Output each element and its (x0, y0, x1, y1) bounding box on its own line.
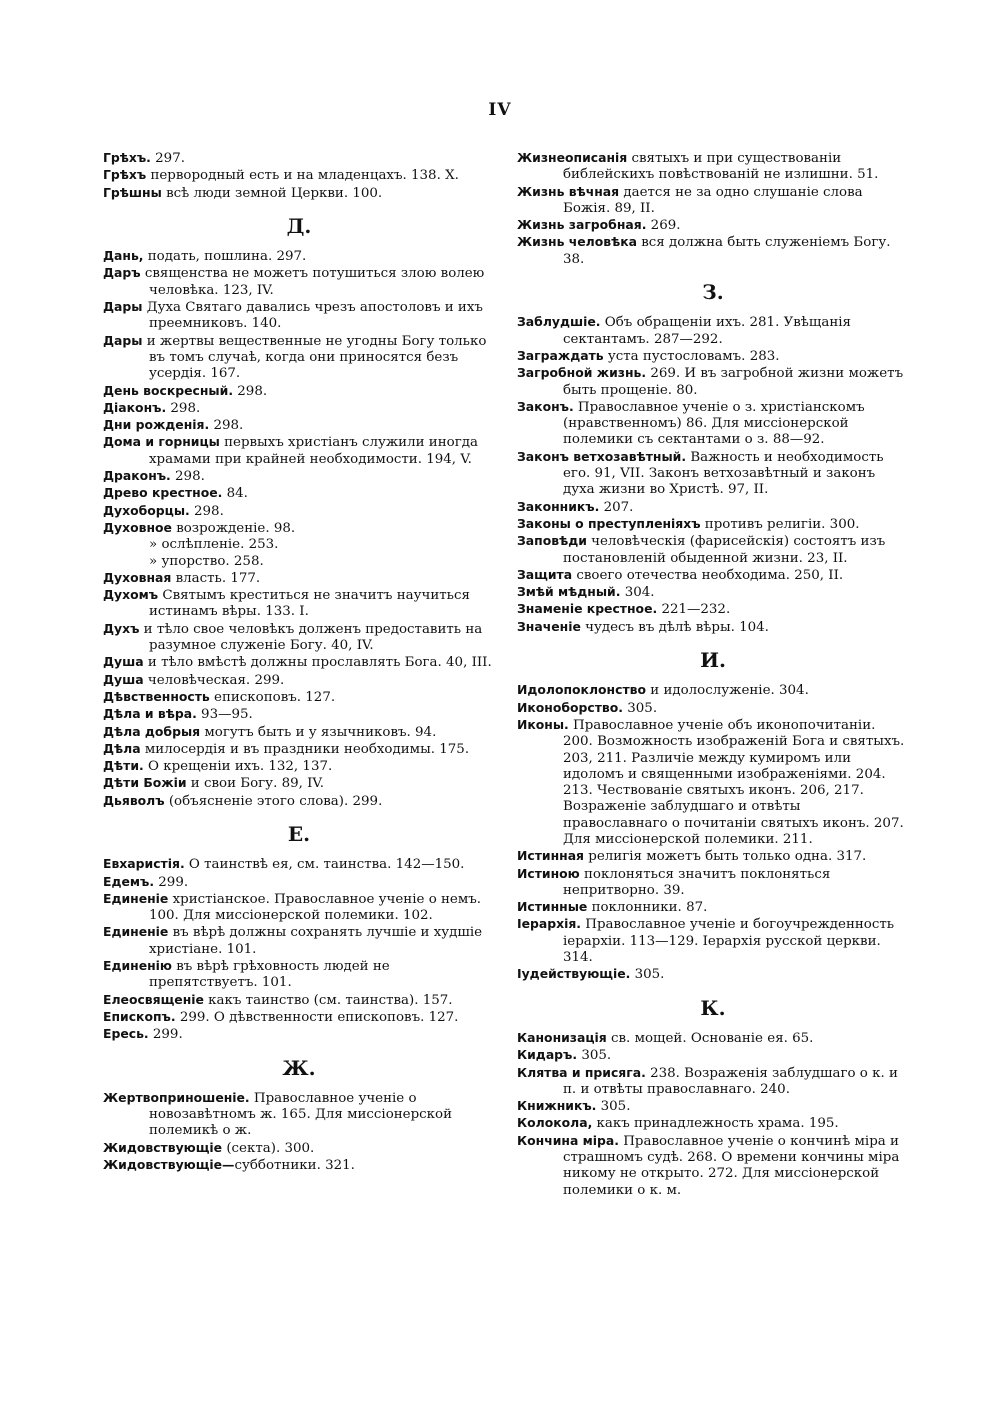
entry-headword: Дары (103, 299, 143, 315)
entry-text: 304. (620, 585, 655, 601)
index-entry (103, 992, 495, 1009)
entry-headword: Жизнь загробная. (517, 217, 647, 233)
entry-headword: Заблудшіе. (517, 314, 601, 330)
index-entry (103, 1157, 495, 1174)
index-entry (517, 365, 909, 399)
entry-headword: Иконы. (517, 716, 569, 732)
entry-text: 298. (189, 503, 224, 519)
index-entry (517, 567, 909, 584)
index-entry (103, 468, 495, 485)
index-entry (103, 485, 495, 502)
entry-text: О таинствѣ ея, см. таинства. 142—150. (184, 857, 465, 873)
index-entry (103, 924, 495, 958)
entry-text: 269. (646, 218, 681, 234)
entry-text: св. мощей. Основаніе ея. 65. (606, 1030, 814, 1046)
index-entry (103, 400, 495, 417)
index-entry (517, 1098, 909, 1115)
index-entry (103, 958, 495, 992)
index-entry (517, 348, 909, 365)
entry-text: епископовъ. 127. (209, 689, 336, 705)
entry-text: 298. (166, 400, 201, 416)
entry-headword: Духовное (103, 519, 172, 535)
entry-headword: Грѣшны (103, 184, 162, 200)
entry-text: 305. (577, 1048, 612, 1064)
entry-headword: Истиною (517, 865, 580, 881)
entry-text: вся должна быть служеніемъ Богу. 38. (563, 235, 891, 267)
section-letter: З. (702, 280, 724, 305)
index-entry (517, 866, 909, 900)
entry-text: въ вѣрѣ грѣховность людей не препятствуетъ. 101. (149, 959, 390, 991)
entry-text: всѣ люди земной Церкви. 100. (161, 185, 383, 201)
entry-text: 221—232. (657, 602, 731, 618)
index-entry (517, 700, 909, 717)
entry-headword: Душа (103, 671, 144, 687)
index-entry (103, 1009, 495, 1026)
entry-text: Православное ученіе объ иконопочитаніи. 200. Возможность изображеній Бога и святыхъ. 203, 211. Различіе между кумиромъ или идоломъ и священными изображеніями. 204. 213. Чествованіе святыхъ иконъ. 206, 217. Возраженіе заблудшаго и отвѣты православнаго о почитаніи святыхъ иконъ. 207. Для миссіонерской полемики. 211. (563, 717, 905, 847)
entry-headword: Дѣти. (103, 758, 144, 774)
entry-headword: Жидовствующіе— (103, 1157, 235, 1173)
index-entry (517, 314, 909, 348)
entry-text: человѣческія (фарисейскія) состоятъ изъ постановленій обыденной жизни. 23, II. (563, 534, 886, 566)
entry-headword: Дѣти Божіи (103, 775, 187, 791)
index-entry (103, 383, 495, 400)
entry-headword: Ересь. (103, 1026, 149, 1042)
entry-headword: Дѣла (103, 740, 141, 756)
index-entry (517, 1133, 909, 1199)
index-entry (517, 619, 909, 636)
index-entry (103, 793, 495, 810)
entry-headword: Значеніе (517, 618, 581, 634)
entry-text: Православное ученіе о кончинѣ міра и страшномъ судѣ. 268. О времени кончины міра никому не открыто. 272. Для миссіонерской полемики о к. м. (563, 1133, 900, 1198)
entry-text: первыхъ христіанъ служили иногда храмами при крайней необходимости. 194, V. (149, 435, 478, 467)
entry-headword: Книжникъ. (517, 1098, 597, 1114)
index-entry (103, 185, 495, 202)
entry-text: и свои Богу. 89, IV. (186, 776, 325, 792)
entry-headword: Клятва и присяга. (517, 1064, 646, 1080)
entry-headword: Едемъ. (103, 873, 155, 889)
entry-headword: Знаменіе крестное. (517, 601, 658, 617)
entry-headword: Діаконъ. (103, 399, 167, 415)
entry-text: дается не за одно слушаніе слова Божія. 89, II. (563, 184, 863, 216)
index-entry (103, 503, 495, 520)
entry-text: 297. (150, 151, 185, 166)
entry-text: и тѣло вмѣстѣ должны прославлять Бога. 40, III. (143, 655, 492, 671)
entry-text: чудесъ въ дѣлѣ вѣры. 104. (580, 619, 769, 635)
entry-text: своего отечества необходима. 250, II. (572, 567, 844, 583)
section-letter: К. (700, 995, 726, 1020)
index-entry (103, 570, 495, 587)
index-entry (103, 520, 495, 537)
entry-text: Православное ученіе о новозавѣтномъ ж. 165. Для миссіонерской полемикѣ о ж. (149, 1090, 453, 1139)
entry-headword: Духовная (103, 569, 172, 585)
right-column (517, 150, 909, 1199)
index-entry (517, 682, 909, 699)
entry-headword: Іудействующіе. (517, 966, 631, 982)
index-entry (103, 587, 495, 621)
entry-text: поклоняться значитъ поклоняться непритворно. 39. (563, 866, 831, 898)
index-entry (517, 848, 909, 865)
entry-headword: Духомъ (103, 587, 159, 603)
index-entry (517, 533, 909, 567)
entry-text: 298. (233, 383, 268, 399)
entry-text: 93—95. (196, 707, 253, 723)
entry-text: 84. (222, 486, 248, 502)
section-letter: Ж. (282, 1055, 316, 1080)
entry-text: » ослѣпленіе. 253. (149, 537, 279, 553)
index-entry (517, 449, 909, 499)
entry-text: 298. (170, 469, 205, 485)
entry-text: 269. И въ загробной жизни можетъ быть прощеніе. 80. (563, 366, 904, 398)
index-entry (103, 724, 495, 741)
index-entry (517, 399, 909, 449)
index-entry (517, 184, 909, 218)
index-entry (103, 775, 495, 792)
index-entry (517, 1115, 909, 1132)
entry-text: христіанское. Православное ученіе о немъ. 100. Для миссіонерской полемики. 102. (149, 891, 482, 924)
entry-headword: Единенію (103, 958, 172, 974)
entry-headword: Иконоборство. (517, 699, 623, 715)
entry-text: и тѣло свое человѣкъ долженъ предоставить на разумное служеніе Богу. 40, IV. (139, 621, 483, 654)
index-entry (103, 417, 495, 434)
entry-text: 298. (209, 418, 244, 434)
entry-text: милосердія и въ праздники необходимы. 175. (140, 741, 470, 757)
index-entry (103, 672, 495, 689)
entry-headword: Жизнь человѣка (517, 234, 637, 250)
entry-headword: Дѣла добрыя (103, 723, 201, 739)
entry-headword: Дань, (103, 248, 144, 264)
entry-text: 299. О дѣвственности епископовъ. 127. (175, 1009, 459, 1025)
entry-headword: Грѣхъ (103, 167, 147, 183)
entry-headword: Жертвоприношеніе. (103, 1089, 250, 1105)
entry-headword: Дома и горницы (103, 434, 220, 450)
entry-text: возрожденіе. 98. (171, 520, 296, 536)
index-entry (103, 891, 495, 925)
index-entry (517, 516, 909, 533)
entry-headword: Духоборцы. (103, 502, 190, 518)
index-entry (103, 1140, 495, 1157)
index-entry (103, 706, 495, 723)
entry-headword: Законы о преступленіяхъ (517, 515, 701, 531)
entry-text: Святымъ креститься не значитъ научиться истинамъ вѣры. 133. I. (149, 588, 470, 620)
entry-text: 299. (148, 1027, 183, 1043)
index-entry (103, 333, 495, 383)
left-column (103, 150, 495, 1174)
index-entry (517, 217, 909, 234)
entry-text: и жертвы вещественные не угодны Богу только въ томъ случаѣ, когда они приносятся безъ усердія. 167. (142, 333, 487, 382)
entry-headword: Законникъ. (517, 498, 600, 514)
index-entry (103, 654, 495, 671)
entry-headword: Дѣвственность (103, 688, 210, 704)
index-entry (103, 1090, 495, 1140)
entry-text: субботники. 321. (234, 1158, 355, 1174)
entry-headword: Драконъ. (103, 468, 171, 484)
index-entry (517, 1047, 909, 1064)
index-entry (103, 434, 495, 468)
entry-headword: Жизнеописанія (517, 150, 628, 165)
entry-text: и идолослуженіе. 304. (646, 683, 809, 699)
index-entry (103, 537, 495, 553)
entry-text: Православное ученіе и богоучрежденность іерархіи. 113—129. Іерархія русской церкви. 314. (563, 917, 895, 966)
entry-text: Православное ученіе о з. христіанскомъ (нравственномъ) 86. Для миссіонерской полемики съ сектантами о з. 88—92. (563, 399, 865, 448)
entry-headword: Духъ (103, 620, 140, 636)
entry-headword: Жидовствующіе (103, 1139, 223, 1155)
entry-headword: Единеніе (103, 924, 169, 940)
index-entry (517, 499, 909, 516)
entry-text: противъ религіи. 300. (700, 516, 860, 532)
entry-text: 305. (596, 1099, 631, 1115)
entry-text: какъ таинство (см. таинства). 157. (203, 992, 453, 1008)
section-letter: Е. (287, 821, 311, 846)
entry-headword: Дары (103, 332, 143, 348)
index-entry (517, 966, 909, 983)
entry-text: власть. 177. (171, 570, 261, 586)
entry-headword: Законъ ветхозавѣтный. (517, 448, 687, 464)
entry-text: 238. Возраженія заблудшаго о к. и п. и отвѣты православнаго. 240. (563, 1065, 898, 1097)
entry-headword: Дѣла и вѣра. (103, 706, 197, 722)
entry-text: святыхъ и при существованіи библейскихъ повѣствованій не излишни. 51. (563, 151, 879, 183)
index-entry (103, 758, 495, 775)
entry-text: какъ принадлежность храма. 195. (592, 1116, 839, 1132)
entry-headword: Защита (517, 566, 573, 582)
index-entry (103, 741, 495, 758)
section-letter: И. (700, 648, 726, 673)
entry-headword: Кидаръ. (517, 1047, 578, 1063)
entry-headword: Колокола, (517, 1115, 593, 1131)
index-entry (517, 150, 909, 184)
index-entry (517, 916, 909, 966)
entry-text: подать, пошлина. 297. (143, 249, 307, 265)
entry-headword: Истинная (517, 848, 585, 864)
entry-text: въ вѣрѣ должны сохранять лучшіе и худшіе христіане. 101. (149, 925, 483, 957)
entry-text: » упорство. 258. (149, 553, 264, 569)
index-entry (103, 856, 495, 873)
entry-text: Объ обращеніи ихъ. 281. Увѣщанія сектантамъ. 287—292. (563, 315, 851, 347)
entry-text: религія можетъ быть только одна. 317. (584, 849, 867, 865)
entry-headword: Даръ (103, 265, 141, 281)
entry-headword: Епископъ. (103, 1008, 176, 1024)
entry-headword: Жизнь вѣчная (517, 183, 620, 199)
index-entry (517, 584, 909, 601)
entry-headword: Загробной жизнь. (517, 365, 647, 381)
entry-text: О крещеніи ихъ. 132, 137. (143, 759, 333, 775)
index-entry (517, 601, 909, 618)
entry-text: 299. (154, 874, 189, 890)
entry-text: 305. (630, 967, 665, 983)
entry-text: поклонники. 87. (587, 900, 708, 916)
index-entry (103, 874, 495, 891)
index-entry (517, 899, 909, 916)
entry-text: могутъ быть и у язычниковъ. 94. (200, 724, 437, 740)
entry-headword: Грѣхъ. (103, 150, 151, 165)
entry-headword: Идолопоклонство (517, 682, 646, 698)
index-entry (517, 1065, 909, 1099)
entry-headword: Заграждать (517, 347, 604, 363)
index-entry (103, 1026, 495, 1043)
entry-headword: Кончина міра. (517, 1132, 619, 1148)
index-entry (103, 150, 495, 167)
index-entry (103, 554, 495, 570)
entry-text: человѣческая. 299. (143, 672, 285, 688)
entry-headword: Единеніе (103, 890, 169, 906)
entry-text: уста пустословамъ. 283. (603, 348, 780, 364)
index-entry (103, 299, 495, 333)
entry-headword: Елеосвященіе (103, 991, 204, 1007)
entry-text: священства не можетъ потушиться злою волею человѣка. 123, IV. (140, 266, 485, 298)
index-entry (103, 167, 495, 184)
index-entry (517, 717, 909, 848)
index-entry (103, 248, 495, 265)
index-entry (517, 1030, 909, 1047)
index-entry (103, 621, 495, 655)
entry-headword: Змѣй мѣдный. (517, 584, 621, 600)
entry-headword: Заповѣди (517, 533, 587, 549)
entry-headword: Канонизація (517, 1029, 607, 1045)
entry-text: Важность и необходимость его. 91, VII. Законъ ветхозавѣтный и законъ духа жизни во Христѣ. 97, II. (563, 449, 884, 498)
index-entry (103, 265, 495, 299)
entry-headword: Законъ. (517, 398, 574, 414)
entry-headword: Дьяволъ (103, 792, 165, 808)
entry-headword: Истинные (517, 899, 588, 915)
entry-text: 305. (623, 700, 658, 716)
entry-headword: Древо крестное. (103, 485, 223, 501)
entry-headword: Дни рожденія. (103, 417, 210, 433)
entry-headword: День воскресный. (103, 382, 234, 398)
entry-text: Духа Святаго давались чрезъ апостоловъ и ихъ преемниковъ. 140. (142, 300, 483, 332)
page-number: IV (488, 100, 512, 120)
entry-headword: Душа (103, 654, 144, 670)
index-entry (103, 689, 495, 706)
section-letter: Д. (286, 213, 312, 238)
entry-headword: Евхаристія. (103, 856, 185, 872)
entry-text: (объясненіе этого слова). 299. (164, 793, 383, 809)
entry-text: первородный есть и на младенцахъ. 138. X. (146, 168, 459, 184)
entry-text: 207. (599, 499, 634, 515)
index-entry (517, 234, 909, 268)
entry-headword: Іерархія. (517, 916, 582, 932)
entry-text: (секта). 300. (222, 1140, 315, 1156)
